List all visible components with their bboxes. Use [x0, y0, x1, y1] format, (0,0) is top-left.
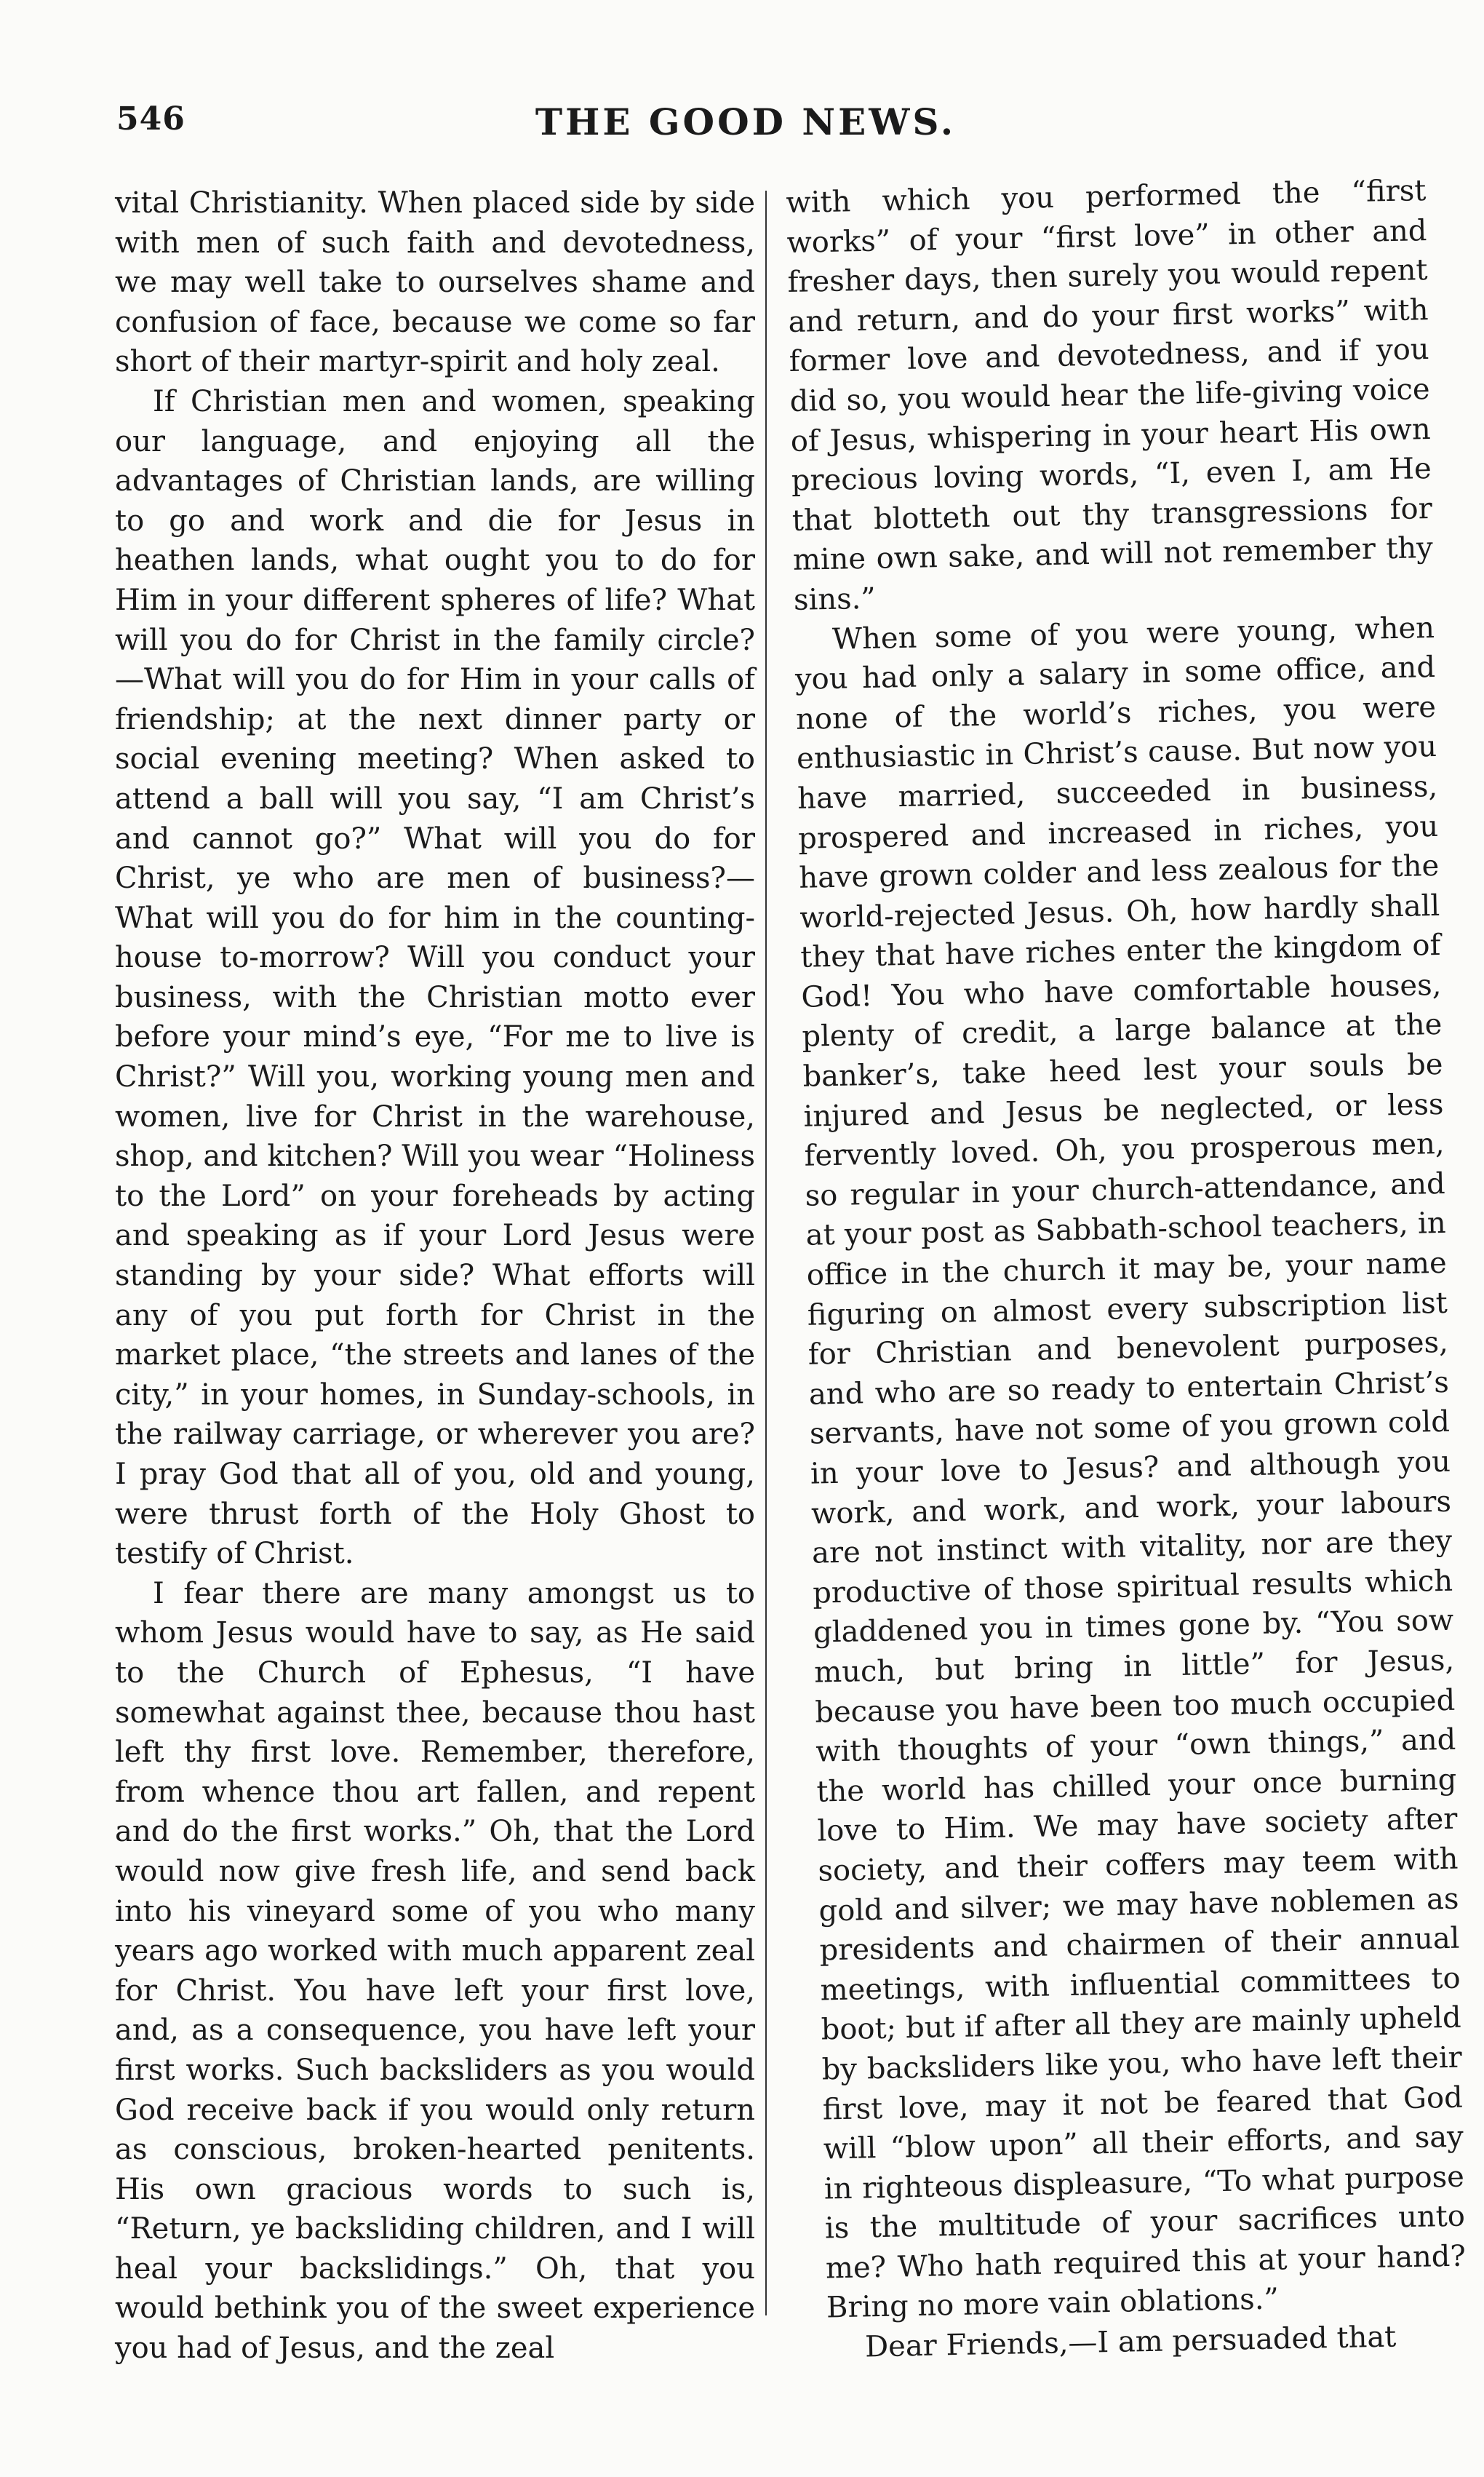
paragraph: If Christian men and women, speaking our language, and enjoying all the advantages of Christian lands, are willing to go and work and die for Jesus in heathen lands, what ought you to do for Him in your different spheres of life? What will you do for Christ in the family circle?—What will you do for Him in your calls of friendship; at the next dinner party or social evening meeting? When asked to attend a ball will you say, “I am Christ’s and cannot go?” What will you do for Christ, ye who are men of business?—What will you do for him in the counting-house to-morrow? Will you conduct your business, with the Christian motto ever before your mind’s eye, “For me to live is Christ?” Will you, working young men and women, live for Christ in the warehouse, shop, and kitchen? Will you wear “Holiness to the Lord” on your foreheads by acting and speaking as if your Lord Jesus were standing by your side? What efforts will any of you put forth for Christ in the market place, “the streets and lanes of the city,” in your homes, in Sunday-schools, in the railway carriage, or wherever you are? I pray God that all of you, old and young, were thrust forth of the Holy Ghost to testify of Christ. — [115, 384, 755, 1571]
paragraph: vital Christianity. When placed side by side with men of such faith and devotedness, we may well take to ourselves shame and confusion of face, because we come so far short of their martyr-spirit and holy zeal. — [115, 186, 755, 379]
paragraph: I fear there are many amongst us to whom Jesus would have to say, as He said to the Church of Ephesus, “I have somewhat against thee, because thou hast left thy first love. Remember, therefore, from whence thou art fallen, and repent and do the first works.” Oh, that the Lord would now give fresh life, and send back into his vineyard some of you who many years ago worked with much apparent zeal for Christ. You have left your first love, and, as a consequence, you have left your first works. Such backsliders as you would God receive back if you would only return as conscious, broken-hearted penitents. His own gracious words to such is, “Return, ye backsliding children, and I will heal your backslidings.” Oh, that you would bethink you of the sweet experience you had of Jesus, and the zeal — [115, 1576, 755, 2366]
column-divider — [765, 191, 767, 2315]
paragraph: with which you performed the “first works” of your “first love” in other and fresher days, then surely you would repent and return, and do your first works” with former love and devotedness, and if you did so, you would hear the life-giving voice of Jesus, whispering in your heart His own precious loving words, “I, even I, am He that blotteth out thy transgressions for mine own sake, and will not remember thy sins.” — [786, 174, 1434, 617]
page-number: 546 — [116, 100, 186, 138]
right-column — [786, 171, 1467, 2368]
left-column — [115, 183, 755, 2369]
paragraph: Dear Friends,—I am persuaded that — [864, 2320, 1397, 2364]
page-header — [116, 100, 1375, 151]
paragraph: When some of you were young, when you had only a salary in some office, and none of the world’s riches, you were enthusiastic in Christ’s cause. But now you have married, succeeded in business, prospered and increased in riches, you have grown colder and less zealous for the world-rejected Jesus. Oh, how hardly shall they that have riches enter the kingdom of God! You who have comfortable houses, plenty of credit, a large balance at the banker’s, take heed lest your souls be injured and Jesus be neglected, or less fervently loved. Oh, you prosperous men, so regular in your church-attendance, and at your post as Sabbath-school teachers, in office in the church it may be, your name figuring on almost every subscription list for Christian and benevolent purposes, and who are so ready to entertain Christ’s servants, have not some of you grown cold in your love to Jesus? and although you work, and work, and work, your labours are not instinct with vitality, nor are they productive of those spiritual results which gladdened you in times gone by. “You sow much, but bring in little” for Jesus, because you have been too much occupied with thoughts of your “own things,” and the world has chilled your once burning love to Him. We may have society after society, and their coffers may teem with gold and silver; we may have noblemen as presidents and chairmen of their annual meetings, with influential committees to boot; but if after all they are mainly upheld by backsliders like you, who have left their first love, may it not be feared that God will “blow upon” all their efforts, and say in righteous displeasure, “To what purpose is the multitude of your sacrifices unto me? Who hath required this at your hand? Bring no more vain oblations.” — [794, 611, 1467, 2325]
running-title: THE GOOD NEWS. — [535, 100, 957, 143]
